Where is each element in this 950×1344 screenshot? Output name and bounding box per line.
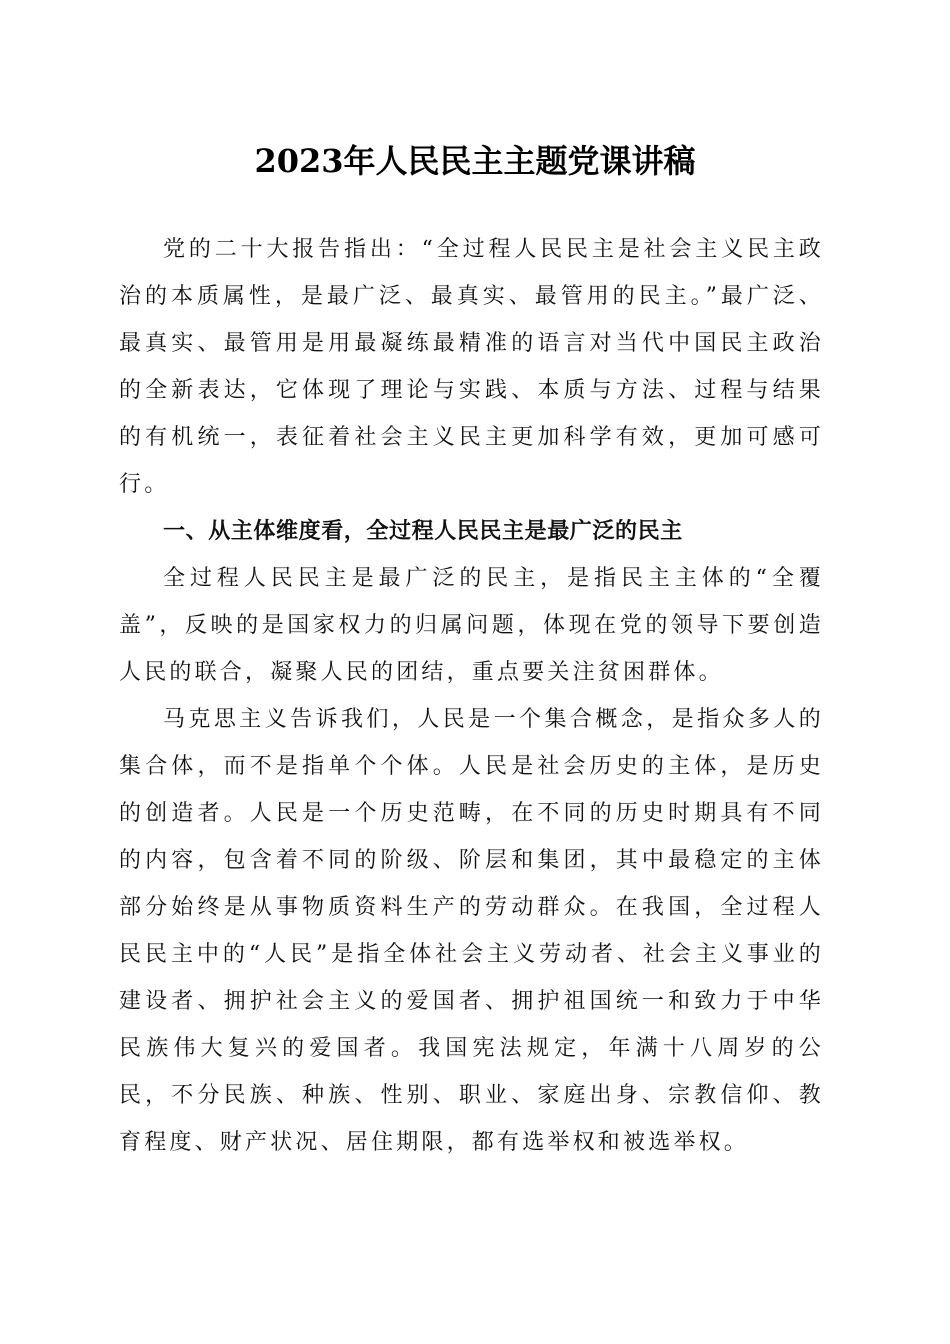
document-title: 2023年人民民主主题党课讲稿 bbox=[254, 142, 696, 180]
document-body bbox=[119, 226, 824, 1166]
paragraph-intro: 党的二十大报告指出：“全过程人民民主是社会主义民主政治的本质属性，是最广泛、最真实、最管用的民主。”最广泛、最真实、最管用是用最凝练最精准的语言对当代中国民主政治的全新表达，它体现了理论与实践、本质与方法、过程与结果的有机统一，表征着社会主义民主更加科学有效，更加可感可行。 bbox=[119, 237, 824, 497]
paragraph-broadest-democracy: 全过程人民民主是最广泛的民主，是指民主主体的“全覆盖”，反映的是国家权力的归属问题，体现在党的领导下要创造人民的联合，凝聚人民的团结，重点要关注贫困群体。 bbox=[119, 566, 824, 685]
paragraph-marxism-people: 马克思主义告诉我们，人民是一个集合概念，是指众多人的集合体，而不是指单个个体。人民是社会历史的主体，是历史的创造者。人民是一个历史范畴，在不同的历史时期具有不同的内容，包含着不同的阶级、阶层和集团，其中最稳定的主体部分始终是从事物质资料生产的劳动群众。在我国，全过程人民民主中的“人民”是指全体社会主义劳动者、社会主义事业的建设者、拥护社会主义的爱国者、拥护祖国统一和致力于中华民族伟大复兴的爱国者。我国宪法规定，年满十八周岁的公民，不分民族、种族、性别、职业、家庭出身、宗教信仰、教育程度、财产状况、居住期限，都有选举权和被选举权。 bbox=[119, 707, 824, 1155]
section-heading: 一、从主体维度看，全过程人民民主是最广泛的民主 bbox=[163, 519, 683, 544]
